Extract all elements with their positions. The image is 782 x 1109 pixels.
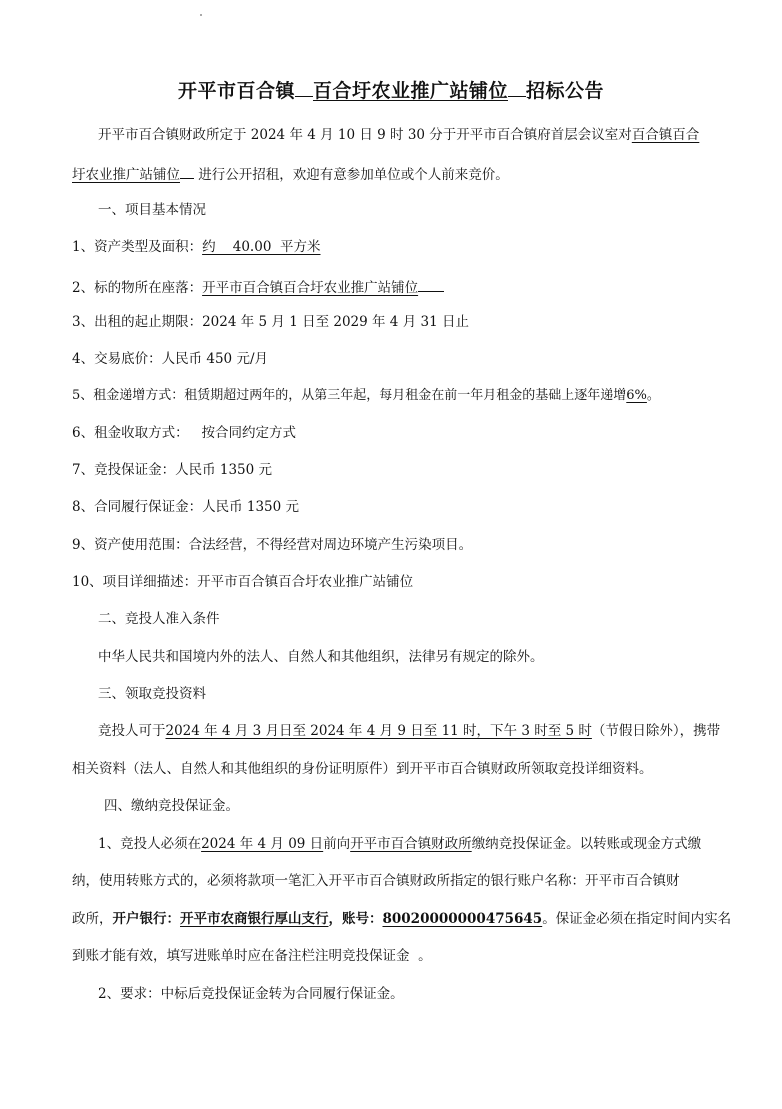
bank-name: 开平市农商银行厚山支行 [180, 911, 329, 927]
section4-p1-line-1 [98, 835, 701, 853]
section1-item-2 [72, 276, 444, 297]
item5-rate: 6% [626, 388, 647, 403]
section1-item-4: 4、交易底价：人民币 450 元/月 [72, 351, 268, 367]
section2-heading: 二、竞投人准入条件 [98, 611, 220, 627]
intro-underline-2: 圩农业推广站铺位 [72, 167, 180, 183]
section3-pre: 竞投人可于 [98, 723, 166, 739]
section3-post: （节假日除外），携带 [591, 723, 721, 739]
section3-heading: 三、领取竞投资料 [98, 686, 206, 702]
p1-l3-pre: 政所， [72, 911, 113, 927]
section4-heading: 四、缴纳竞投保证金。 [104, 798, 239, 814]
item1-value: 约 40.00 平方米 [202, 239, 321, 255]
item2-blank [418, 276, 444, 292]
item5-text: 5、租金递增方式：租赁期超过两年的，从第三年起，每月租金在前一年月租金的基础上逐年递增 [72, 388, 627, 403]
section4-p1-line-2: 纳，使用转账方式的，必须将款项一笔汇入开平市百合镇财政所指定的银行账户名称：开平市百合镇财 [72, 873, 680, 889]
item2-value: 开平市百合镇百合圩农业推广站铺位 [202, 280, 419, 296]
section1-item-8: 8、合同履行保证金：人民币 1350 元 [72, 499, 300, 515]
section3-period: 2024 年 4 月 3 月日至 2024 年 4 月 9 日至 11 时，下午 3 时至 5 时 [165, 723, 592, 739]
intro-line-1 [98, 126, 699, 144]
p1-mid: 前向 [323, 836, 351, 852]
section1-item-7: 7、竞投保证金：人民币 1350 元 [72, 462, 273, 478]
scan-speck [200, 14, 202, 16]
intro-line-2 [72, 163, 509, 184]
p1-post: 缴纳竞投保证金。以转账或现金方式缴 [471, 836, 702, 852]
section1-heading: 一、项目基本情况 [98, 202, 206, 218]
item1-label: 1、资产类型及面积： [72, 239, 203, 255]
section2-text: 中华人民共和国境内外的法人、自然人和其他组织，法律另有规定的除外。 [98, 649, 544, 665]
page-title [0, 76, 782, 103]
section4-p1-line-3 [72, 910, 731, 928]
section1-item-10: 10、项目详细描述：开平市百合镇百合圩农业推广站铺位 [72, 574, 414, 590]
title-item: 百合圩农业推广站铺位 [312, 80, 508, 102]
account-label: ，账号： [328, 911, 383, 927]
item2-label: 2、标的物所在座落： [72, 280, 203, 296]
section1-item-9: 9、资产使用范围：合法经营，不得经营对周边环境产生污染项目。 [72, 537, 473, 553]
account-number: 80020000000475645 [382, 911, 543, 927]
intro-text-2: 进行公开招租，欢迎有意参加单位或个人前来竞价。 [198, 167, 509, 183]
title-blank-right [508, 81, 526, 97]
section4-p2: 2、要求：中标后竞投保证金转为合同履行保证金。 [98, 986, 404, 1002]
p1-l3-post: 。保证金必须在指定时间内实名 [542, 911, 732, 927]
intro-blank [180, 163, 194, 179]
item5-end: 。 [646, 388, 660, 403]
p1-office: 开平市百合镇财政所 [350, 836, 472, 852]
section4-p1-line-4: 到账才能有效，填写进账单时应在备注栏注明竞投保证金 。 [72, 948, 432, 964]
section3-line-2: 相关资料（法人、自然人和其他组织的身份证明原件）到开平市百合镇财政所领取竞投详细资料。 [72, 761, 653, 777]
section1-item-6: 6、租金收取方式： 按合同约定方式 [72, 425, 296, 441]
title-suffix: 招标公告 [526, 80, 605, 102]
title-blank-left [295, 81, 313, 97]
intro-underline-1: 百合镇百合 [631, 127, 700, 143]
section1-item-3: 3、出租的起止期限：2024 年 5 月 1 日至 2029 年 4 月 31 日止 [72, 314, 469, 330]
bank-label: 开户银行： [112, 911, 180, 927]
section3-line-1 [98, 722, 720, 740]
p1-pre: 1、竞投人必须在 [98, 836, 202, 852]
title-prefix: 开平市百合镇 [177, 80, 295, 102]
section1-item-5 [72, 387, 660, 405]
section1-item-1 [72, 238, 321, 256]
p1-deadline: 2024 年 4 月 09 日 [201, 836, 324, 852]
intro-text-1: 开平市百合镇财政所定于 2024 年 4 月 10 日 9 时 30 分于开平市百合镇府首层会议室对 [98, 127, 632, 143]
